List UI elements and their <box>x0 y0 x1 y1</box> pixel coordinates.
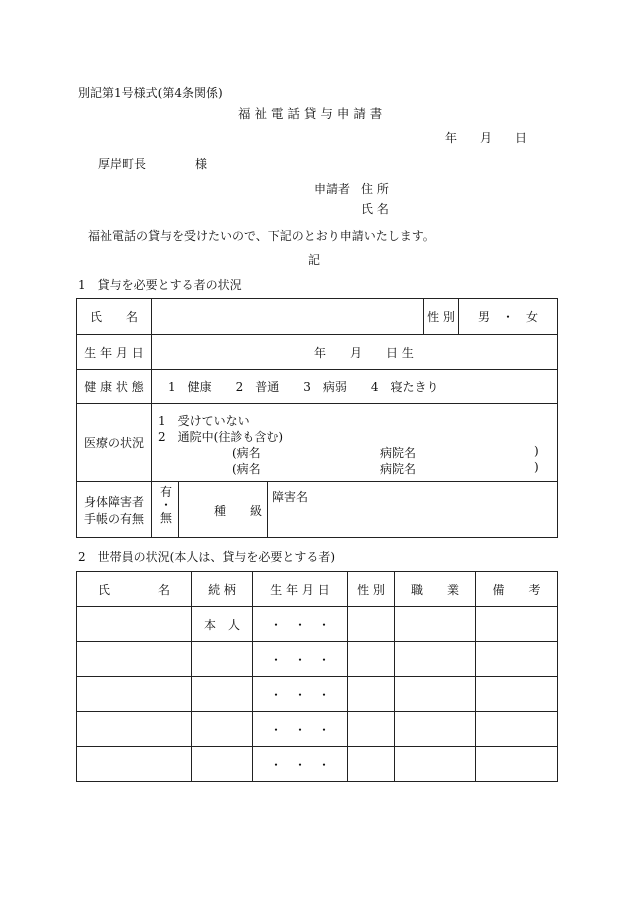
household-occupation-cell[interactable] <box>395 677 476 712</box>
household-relation-cell[interactable] <box>192 747 253 782</box>
household-occupation-cell[interactable] <box>395 607 476 642</box>
divider <box>178 482 179 537</box>
applicant-table <box>76 298 558 538</box>
household-occupation-cell[interactable] <box>395 747 476 782</box>
sex-label-cell: 性 別 <box>424 299 459 335</box>
applicant-name-label: 氏 名 <box>361 202 389 216</box>
household-birth-cell[interactable]: ・ ・ ・ <box>253 642 348 677</box>
form-title: 福 祉 電 話 貸 与 申 請 書 <box>238 106 383 121</box>
disability-details-cell[interactable] <box>152 482 558 538</box>
name-label-cell: 氏 名 <box>77 299 152 335</box>
table-row <box>77 642 558 677</box>
medical-option-2[interactable]: 2 通院中(往診も含む) <box>158 430 283 444</box>
household-remarks-cell[interactable] <box>476 642 558 677</box>
health-label-cell: 健 康 状 態 <box>77 370 152 404</box>
table-row <box>77 747 558 782</box>
household-birth-cell[interactable]: ・ ・ ・ <box>253 712 348 747</box>
col-header-relation: 続 柄 <box>192 572 253 607</box>
medical-option-1[interactable]: 1 受けていない <box>158 414 250 428</box>
birth-value-cell[interactable]: 年 月 日 生 <box>152 335 558 370</box>
ki-label: 記 <box>308 253 321 267</box>
disability-name-label: 障害名 <box>272 490 309 504</box>
household-table <box>76 571 558 782</box>
medical-label-cell: 医療の状況 <box>77 404 152 482</box>
statement: 福祉電話の貸与を受けたいので、下記のとおり申請いたします。 <box>88 229 435 243</box>
medical-details-cell[interactable] <box>152 404 558 482</box>
date-month: 月 <box>480 131 493 145</box>
household-name-cell[interactable] <box>77 642 192 677</box>
addressee-honorific: 様 <box>195 157 208 171</box>
grade-label: 種 級 <box>214 504 263 518</box>
household-remarks-cell[interactable] <box>476 712 558 747</box>
health-options-cell[interactable]: 1 健康 2 普通 3 病弱 4 寝たきり <box>152 370 558 404</box>
household-birth-cell[interactable]: ・ ・ ・ <box>253 607 348 642</box>
household-name-cell[interactable] <box>77 677 192 712</box>
household-sex-cell[interactable] <box>348 607 395 642</box>
household-occupation-cell[interactable] <box>395 712 476 747</box>
section2-heading: 2 世帯員の状況(本人は、貸与を必要とする者) <box>78 550 335 564</box>
household-occupation-cell[interactable] <box>395 642 476 677</box>
col-header-name: 氏 名 <box>77 572 192 607</box>
divider <box>267 482 268 537</box>
household-name-cell[interactable] <box>77 747 192 782</box>
date-year: 年 <box>445 131 458 145</box>
table-row <box>77 712 558 747</box>
applicant-label: 申請者 <box>314 182 351 196</box>
has-none-option[interactable]: 有 ・ 無 <box>159 485 172 525</box>
col-header-sex: 性 別 <box>348 572 395 607</box>
household-sex-cell[interactable] <box>348 642 395 677</box>
close-paren-2: ) <box>534 460 539 474</box>
name-input-cell[interactable] <box>152 299 424 335</box>
disease-label-1: (病名 <box>232 446 261 460</box>
household-sex-cell[interactable] <box>348 677 395 712</box>
table-row <box>77 677 558 712</box>
date-day: 日 <box>515 131 528 145</box>
col-header-occupation: 職 業 <box>395 572 476 607</box>
birth-label-cell: 生 年 月 日 <box>77 335 152 370</box>
household-remarks-cell[interactable] <box>476 747 558 782</box>
household-relation-cell[interactable]: 本 人 <box>192 607 253 642</box>
disability-label-cell: 身体障害者 手帳の有無 <box>77 482 152 538</box>
household-birth-cell[interactable]: ・ ・ ・ <box>253 747 348 782</box>
table-row <box>77 607 558 642</box>
household-birth-cell[interactable]: ・ ・ ・ <box>253 677 348 712</box>
household-sex-cell[interactable] <box>348 712 395 747</box>
section1-heading: 1 貸与を必要とする者の状況 <box>78 278 242 292</box>
disease-label-2: (病名 <box>232 462 261 476</box>
household-remarks-cell[interactable] <box>476 677 558 712</box>
addressee: 厚岸町長 <box>98 157 147 171</box>
sex-options-cell[interactable]: 男 ・ 女 <box>459 299 558 335</box>
hospital-label-2: 病院名 <box>380 462 417 476</box>
household-relation-cell[interactable] <box>192 712 253 747</box>
household-relation-cell[interactable] <box>192 642 253 677</box>
form-id: 別記第1号様式(第4条関係) <box>78 86 223 100</box>
household-sex-cell[interactable] <box>348 747 395 782</box>
applicant-address-label: 住 所 <box>361 182 389 196</box>
hospital-label-1: 病院名 <box>380 446 417 460</box>
household-name-cell[interactable] <box>77 607 192 642</box>
household-name-cell[interactable] <box>77 712 192 747</box>
household-relation-cell[interactable] <box>192 677 253 712</box>
col-header-remarks: 備 考 <box>476 572 558 607</box>
col-header-birthdate: 生 年 月 日 <box>253 572 348 607</box>
close-paren-1: ) <box>534 444 539 458</box>
household-remarks-cell[interactable] <box>476 607 558 642</box>
